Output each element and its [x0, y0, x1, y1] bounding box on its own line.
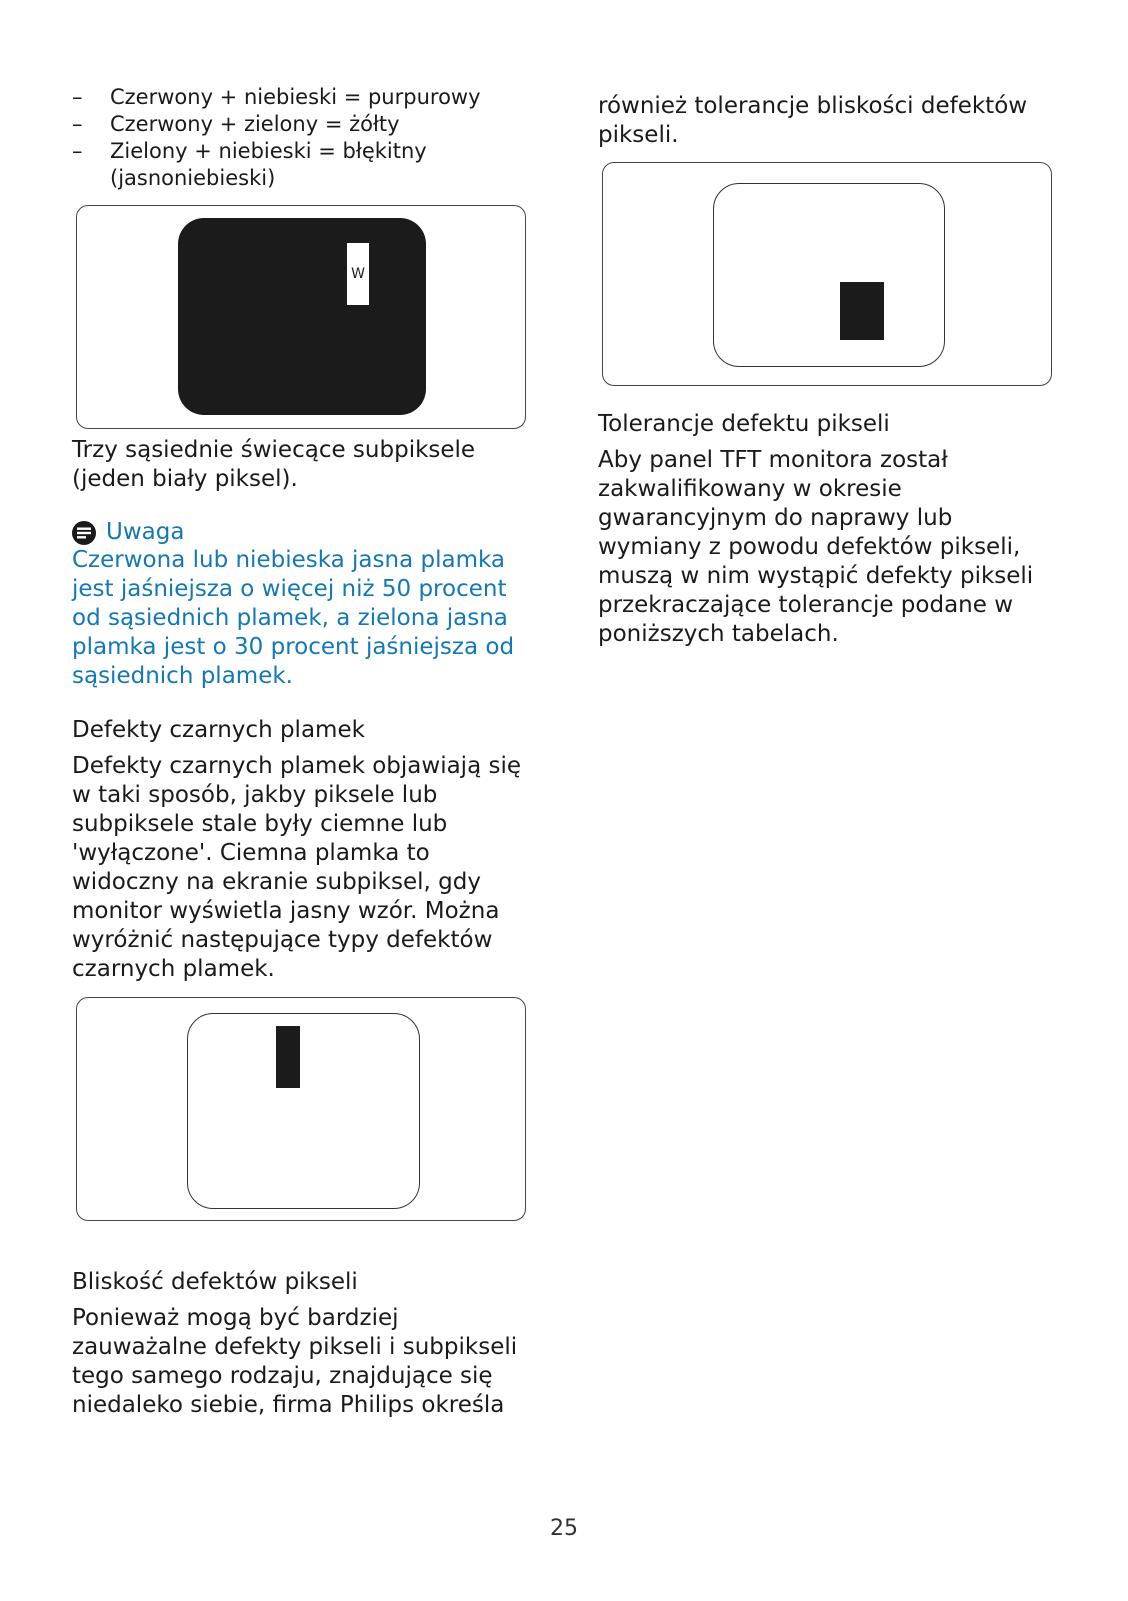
screen-illustration [178, 218, 426, 415]
dark-pixel [840, 282, 884, 340]
screen-illustration [187, 1013, 420, 1209]
black-dot-text: Defekty czarnych plamek objawiają się w taki sposób, jakby piksele lub subpiksele stale były ciemne lub 'wyłączone'. Ciemna plamka to widoczny na ekranie subpiksel, gdy monitor wyświetla jasny wzór. Można wyróżnić następujące typy defektów czarnych plamek. [72, 753, 521, 982]
white-subpixel: W [347, 243, 369, 305]
note-title: Uwaga [106, 519, 185, 545]
black-dot-heading: Defekty czarnych plamek [72, 717, 365, 743]
color-combination-list [72, 84, 532, 192]
proximity-heading: Bliskość defektów pikseli [72, 1269, 358, 1295]
note-icon [72, 521, 96, 545]
screen-illustration [713, 183, 945, 367]
list-item: – Czerwony + zielony = żółty [72, 111, 532, 138]
note-header [72, 518, 184, 547]
figure-bright-pixel [76, 205, 526, 429]
note-text: Czerwona lub niebieska jasna plamka jest jaśniejsza o więcej niż 50 procent od sąsiednich plamek, a zielona jasna plamka jest o 30 procent jaśniejsza od sąsiednich plamek. [72, 547, 515, 689]
black-subpixel [276, 1026, 300, 1088]
continuation-text: również tolerancje bliskości defektów pikseli. [598, 93, 1028, 148]
figure-black-dot [76, 997, 526, 1221]
proximity-text: Ponieważ mogą być bardziej zauważalne defekty pikseli i subpikseli tego samego rodzaju, znajdujące się niedaleko siebie, firma Philips określa [72, 1305, 518, 1418]
figure-caption: Trzy sąsiednie świecące subpiksele (jeden biały piksel). [72, 437, 476, 492]
tolerance-heading: Tolerancje defektu pikseli [598, 411, 890, 437]
list-item: – Czerwony + niebieski = purpurowy [72, 84, 532, 111]
list-item: – Zielony + niebieski = błękitny (jasnoniebieski) [72, 138, 532, 192]
page-number: 25 [550, 1516, 578, 1541]
figure-adjacent-dark [602, 162, 1052, 386]
tolerance-text: Aby panel TFT monitora został zakwalifikowany w okresie gwarancyjnym do naprawy lub wymiany z powodu defektów pikseli, muszą w nim wystąpić defekty pikseli przekraczające tolerancje podane w poniższych tabelach. [598, 447, 1034, 647]
